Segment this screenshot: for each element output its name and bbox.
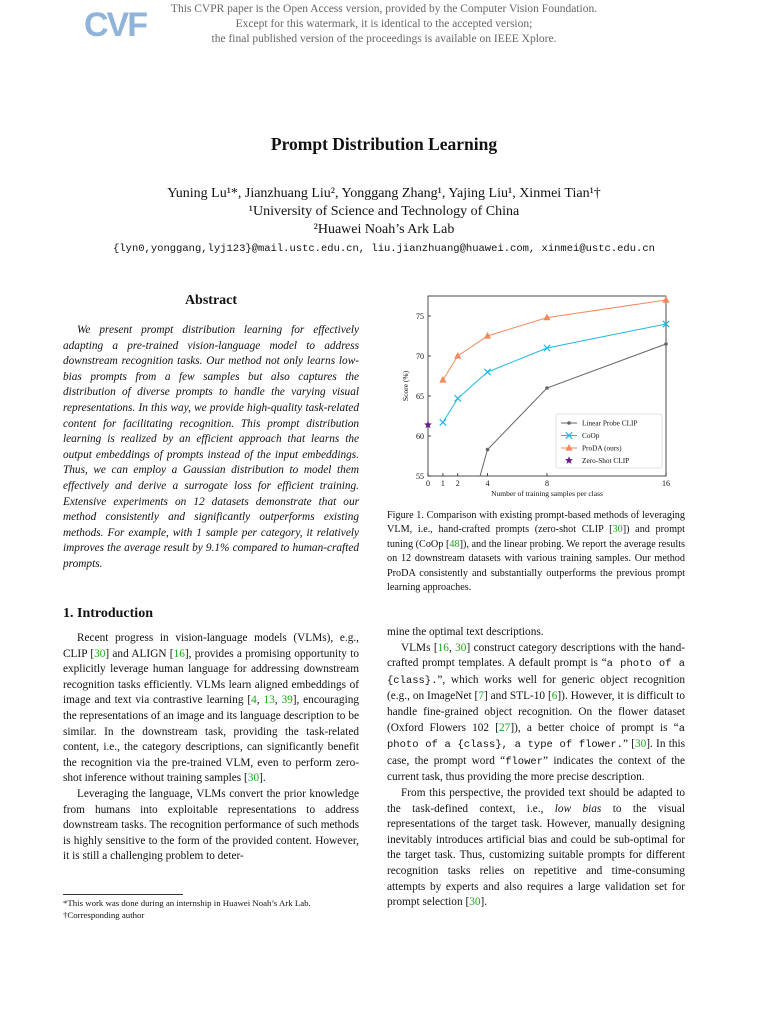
data-point xyxy=(439,376,446,383)
abstract-heading: Abstract xyxy=(184,293,238,308)
data-point xyxy=(567,421,571,425)
paper-title: Prompt Distribution Learning xyxy=(270,134,498,154)
intro-paragraph-3: VLMs [16, 30] construct category descriptions with the hand-crafted prompt templates. A default prompt is “a photo of a {class}.”, which works well for generic object recognition (e.g., on ImageNet [7] and STL-10 [6]). However, it is difficult to handle fine-grained object recognition. On the flower dataset (Oxford Flowers 102 [27]), a better choice of prompt is “a photo of a {class}, a type of flower.” [30]. In this case, the prompt word “flower” indicates the context of the current task, thus providing the more precise description. xyxy=(387,641,686,784)
citation-link[interactable]: 30 xyxy=(455,641,467,654)
y-tick-label: 55 xyxy=(416,472,424,481)
citation-link[interactable]: 39 xyxy=(281,694,293,707)
citation-link[interactable]: 7 xyxy=(478,690,484,703)
intro-paragraph-1: Recent progress in vision-language models (VLMs), e.g., CLIP [30] and ALIGN [16], provides a promising opportunity to explicitly leverage human language for addressing downstream recognition tasks efficiently. VLMs learn aligned embeddings of image and text via contrastive learning [4, 13, 39], encouraging the representations of an image and its language description to be similar. In the downstream task, providing the task-related content, i.e., the category descriptions, can significantly benefit the recognition via the pre-trained VLM, even to perform zero-shot inference without training samples [30]. xyxy=(63,632,360,785)
code-text: a photo of a {class}. xyxy=(387,658,685,687)
y-axis-label: Score (%) xyxy=(401,370,410,402)
x-tick-label: 0 xyxy=(426,479,430,488)
data-point xyxy=(440,419,446,425)
author-list: Yuning Lu¹*, Jianzhuang Liu², Yonggang Zhang¹, Yajing Liu¹, Xinmei Tian¹† xyxy=(167,186,601,201)
affiliation-2: ²Huawei Noah’s Ark Lab xyxy=(313,222,455,237)
citation-link[interactable]: 16 xyxy=(437,641,449,654)
x-tick-label: 8 xyxy=(545,479,549,488)
citation-link[interactable]: 30 xyxy=(612,524,623,536)
citation-link[interactable]: 4 xyxy=(251,694,257,707)
y-tick-label: 60 xyxy=(416,432,424,441)
emphasis-text: low bias xyxy=(554,802,602,815)
data-point xyxy=(484,369,490,375)
intro-paragraph-2: Leveraging the language, VLMs convert the prior knowledge from humans into exploitable representations to address downstream tasks. The recognition performance of such methods is highly sensitive to the form of the provided content. However, it is still a challenging problem to deter- xyxy=(63,787,359,863)
section-heading-introduction: 1. Introduction xyxy=(63,606,153,621)
abstract-text: We present prompt distribution learning for effectively adapting a pre-trained vision-language model to address downstream recognition tasks. Our method not only learns low-bias prompts from a few samples but also captures the distribution of diverse prompts to handle the varying visual representations. In this way, we provide high-quality task-related content for facilitating recognition. This prompt distribution learning is realized by an efficient approach that learns the output embeddings of prompts instead of the input embeddings. Thus, we can employ a Gaussian distribution to model them effectively and derive a surrogate loss for efficient training. Extensive experiments on 12 datasets demonstrate that our method consistently and significantly outperforms existing methods. For example, with 1 sample per category, it relatively improves the average result by 9.1% compared to human-crafted prompts. xyxy=(63,324,359,570)
data-point xyxy=(664,342,668,346)
intro-paragraph-4: From this perspective, the provided text should be adapted to the task-defined context, i.e., low bias to the visual representations of the target task. However, manually designing inevitably introduces artificial bias and could be sub-optimal for the target task. Thus, customizing suitable prompts for different recognition tasks relies on repetitive and time-consuming attempts by experts and also requires a large validation set for prompt selection [30]. xyxy=(387,786,685,909)
series-coop xyxy=(440,321,670,426)
intro-right-column xyxy=(387,625,685,911)
citation-link[interactable]: 6 xyxy=(551,690,558,703)
watermark-line-1: This CVPR paper is the Open Access version, provided by the Computer Vision Foundation. xyxy=(170,3,598,15)
citation-link[interactable]: 13 xyxy=(263,694,275,707)
affiliation-1: ¹University of Science and Technology of China xyxy=(248,204,520,219)
footnote-corresponding: †Corresponding author xyxy=(63,910,145,920)
cvf-logo: CVF xyxy=(84,6,146,44)
data-point xyxy=(454,352,461,359)
footnote-rule xyxy=(63,894,183,895)
x-axis-label: Number of training samples per class xyxy=(491,489,603,498)
series-proda-ours xyxy=(439,296,669,383)
series-line xyxy=(443,324,666,422)
author-emails: {lyn0,yonggang,lyj123}@mail.ustc.edu.cn, liu.jianzhuang@huawei.com, xinmei@ustc.edu.cn xyxy=(113,243,655,255)
data-point xyxy=(486,448,490,452)
series-line xyxy=(443,300,666,380)
legend-label: Linear Probe CLIP xyxy=(582,418,638,428)
citation-link[interactable]: 27 xyxy=(499,721,511,734)
code-text: a photo of a {class}, a type of flower. xyxy=(387,722,685,752)
citation-link[interactable]: 30 xyxy=(247,772,260,785)
x-tick-label: 16 xyxy=(662,479,670,488)
citation-link[interactable]: 16 xyxy=(173,647,185,660)
intro-left-column xyxy=(63,631,359,865)
x-tick-label: 2 xyxy=(455,479,460,488)
data-point xyxy=(455,395,461,401)
legend-label: Zero-Shot CLIP xyxy=(582,456,630,466)
legend-label: ProDA (ours) xyxy=(582,443,622,453)
figure-1-chart xyxy=(392,288,682,500)
chart-legend xyxy=(556,414,662,468)
watermark-line-3: the final published version of the proceedings is available on IEEE Xplore. xyxy=(211,33,557,45)
legend-label: CoOp xyxy=(582,431,600,441)
citation-link[interactable]: 30 xyxy=(94,647,106,660)
citation-link[interactable]: 30 xyxy=(469,896,481,909)
x-tick-label: 1 xyxy=(440,479,445,488)
intro-paragraph-continued: mine the optimal text descriptions. xyxy=(387,626,544,638)
footnote-internship: *This work was done during an internship in Huawei Noah’s Ark Lab. xyxy=(63,898,311,908)
citation-link[interactable]: 48 xyxy=(449,538,460,550)
y-tick-label: 75 xyxy=(416,312,424,321)
data-point xyxy=(545,386,549,390)
watermark-line-2: Except for this watermark, it is identical to the accepted version; xyxy=(235,18,533,30)
x-tick-label: 4 xyxy=(485,479,490,488)
code-text: flower xyxy=(505,755,543,768)
citation-link[interactable]: 30 xyxy=(634,738,647,751)
y-tick-label: 65 xyxy=(416,392,424,401)
figure-1-caption: Figure 1. Comparison with existing prompt-based methods of leveraging VLM, i.e., hand-crafted prompts (zero-shot CLIP [30]) and prompt tuning (CoOp [48]), and the linear probing. We report the average results on 12 downstream datasets with various training samples. Our method ProDA consistently and substantially outperforms the previous prompt learning approaches. xyxy=(387,510,685,594)
data-point xyxy=(662,296,669,303)
y-tick-label: 70 xyxy=(416,352,424,361)
